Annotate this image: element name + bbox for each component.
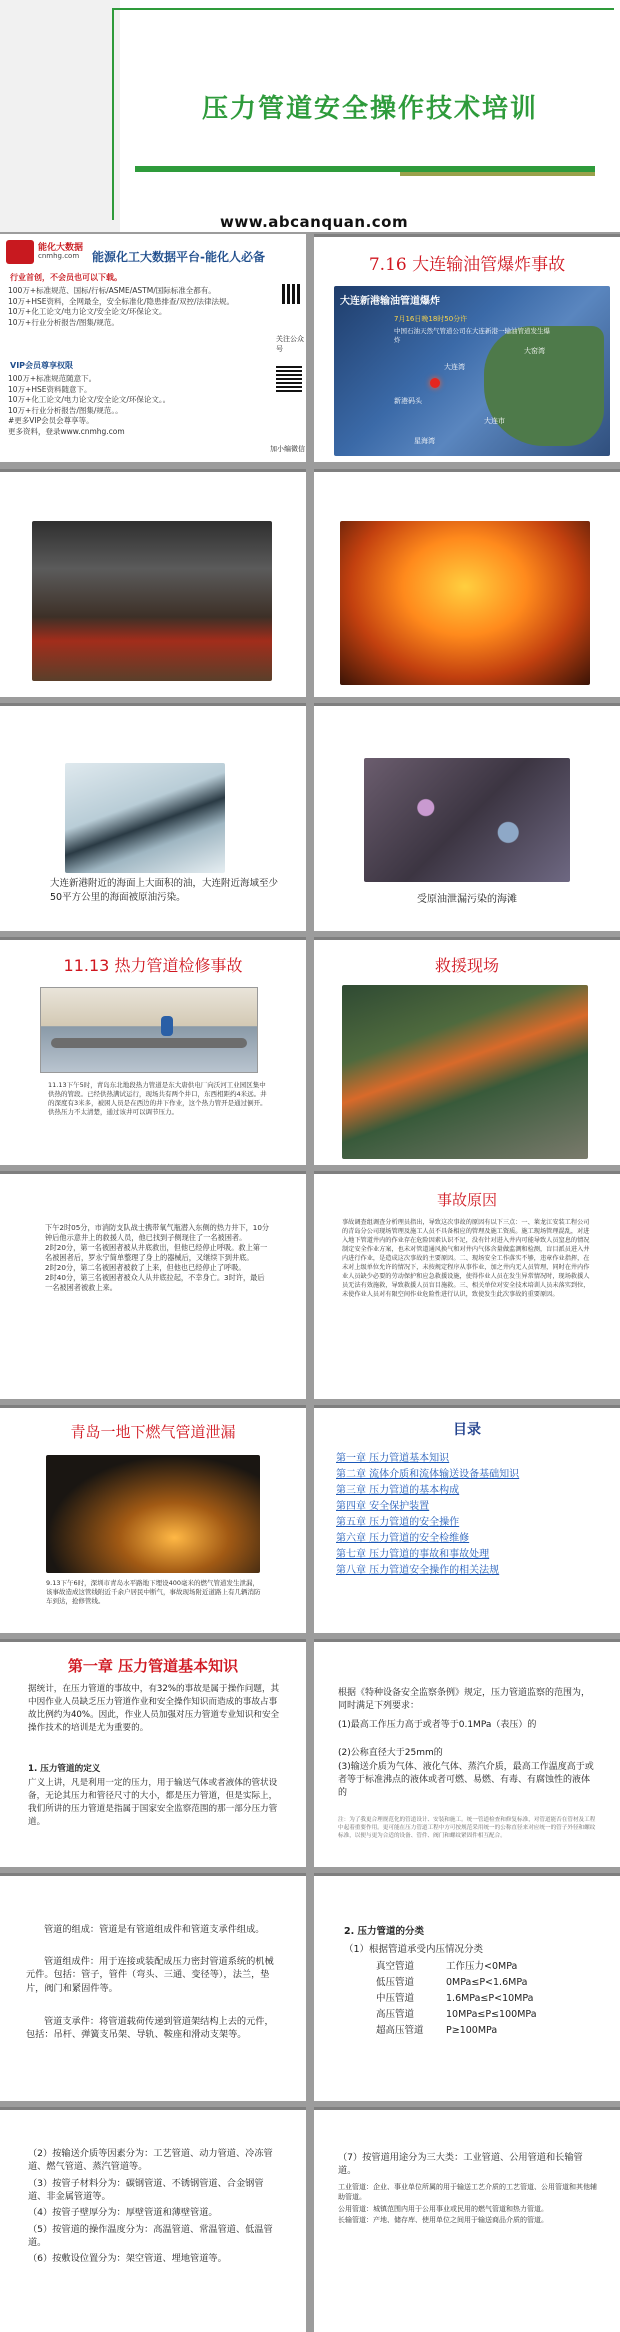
ad-bullet: 10万+行业分析报告/图集/规范。。 [8,405,123,415]
slide-top-bar [314,703,620,706]
usage-item: 长输管道：产地、储存库、使用单位之间用于输送商品介质的管道。 [338,2216,548,2225]
rescue-photo [342,985,588,1159]
regulation-note: 注：为了我更合理规范化的管道设计、安装和施工。统一管道检查和修复标准，对管道能否在管材及工程中起着重要作用。更可能在压力管道工程中方可按规范采用统一的公称直径来对应统一的管子外径和螺纹标准，以便与更为合适的设备、管件、阀门和螺纹紧固件相互配合。 [338,1817,596,1839]
fire-photo-slide [0,469,306,697]
classify-name: 真空管道 [376,1961,415,1972]
qingdao-slide [0,1405,306,1633]
more-classify-item: （5）按管道的操作温度分为：高温管道、常温管道、低温管道。 [28,2223,273,2249]
slide-top-bar [314,469,620,472]
classify-slide [314,1873,620,2101]
cause-text: 事故调查组调查分析理员指出，导致这次事故的原因有以下三点：一、莱龙江安装工程公司的青岛分公司现场管理及施工人员不具备相应的管理及施工资质。施工现场管理混乱，对进入地下管道井内的作业存在危险因素认识不足，没有针对进入井内可能导致人员窒息的情况制定安全作业方案，也未对管道通风换气和对井内气体含量做监测和检测，盲目派员进入井内进行作业，是造成这次事故的主要原因。二、现场安全工作落实不够，违章作业指挥，在未对上级单位允许的情况下，未按规定程序从事作业，加之井内无人员管理，同时在井内作业人员缺少必要的劳动保护和应急救援设施，使得作业人员在发生异常情况时，现场救援人员无法有效施救，导致救援人员盲目施救。三、相关单位对安全技术培训人员未落实到位，未使作业人员对有限空间作业危险性进行认识，致使发生此次事故的重要原因。 [342,1219,590,1298]
toc-item[interactable]: 第二章 流体介质和流体输送设备基础知识 [336,1469,520,1480]
toc-title: 目录 [453,1422,481,1438]
more-classify-slide [0,2107,306,2332]
slide-title: 11.13 热力管道检修事故 [63,956,243,975]
toc-item[interactable]: 第三章 压力管道的基本构成 [336,1485,460,1496]
toc-item[interactable]: 第七章 压力管道的事故和事故处理 [336,1549,490,1560]
oil-beach-photo [364,758,570,882]
more-classify-item: （4）按管子壁厚分为：厚壁管道和薄壁管道。 [28,2207,218,2219]
classify-range: 10MPa≤P≤100MPa [446,2009,537,2020]
qr-code-icon [282,284,302,304]
classify-title: 2. 压力管道的分类 [344,1926,425,1937]
classify-row [376,2007,586,2023]
classify-subtitle: （1）根据管道承受内压情况分类 [344,1944,484,1955]
map-label: 大连市 [484,417,505,425]
brand-logo-icon [6,240,34,264]
toc-item[interactable]: 第一章 压力管道基本知识 [336,1453,450,1464]
oil-sea-caption: 大连新港附近的海面上大面积的油，大连附近海域至少50平方公里的海面被原油污染。 [50,878,279,903]
add-wechat-label: 加小编微信 [270,445,305,453]
slide-top-bar [0,1639,306,1642]
toc-item[interactable]: 第五章 压力管道的安全操作 [336,1517,460,1528]
slide-top-bar [314,1873,620,1876]
more-classify-list [28,2147,280,2269]
slide-title: 青岛一地下燃气管道泄漏 [70,1423,236,1441]
cover-url: www.abcanquan.com [220,213,409,231]
composition-text: 管道支承件：将管道载荷传递到管道架结构上去的元件，包括：吊杆、弹簧支吊架、导轨、鞍座和滑动支架等。 [26,2016,274,2041]
map-image [334,286,610,456]
classify-row [376,1959,586,1975]
usage-title: （7）按管道用途分为三大类：工业管道、公用管道和长输管道。 [338,2152,583,2177]
rescue-slide [314,937,620,1165]
slide-top-bar [0,2107,306,2110]
oil-beach-slide [314,703,620,931]
chapter-title: 第一章 压力管道基本知识 [67,1657,239,1675]
slide-top-bar [0,1405,306,1408]
regulation-item: (1)最高工作压力高于或者等于0.1MPa（表压）的 [338,1720,537,1730]
ad-more-line2[interactable]: 更多资料，登录www.cnmhg.com [8,426,125,436]
slide-top-bar [314,937,620,940]
dalian-slide [314,234,620,462]
slide-top-bar [0,703,306,706]
ad-bullet: 10万+HSE资料随意下。 [8,384,92,394]
toc-item[interactable]: 第六章 压力管道的安全检维修 [336,1533,470,1544]
slide-title: 救援现场 [434,956,499,975]
oil-beach-caption: 受原油泄漏污染的海滩 [417,894,517,905]
ad-section1-title: 行业首创，不会员也可以下载。 [10,273,122,282]
composition-text: 管道的组成：管道是有管道组成件和管道支承件组成。 [44,1924,265,1935]
map-land [484,326,604,446]
classify-name: 超高压管道 [376,2025,424,2036]
map-title: 大连新港输油管道爆炸 [340,296,440,307]
ad-more-line: #更多VIP会员会尊享等。 [8,416,94,425]
classify-name: 低压管道 [376,1977,415,1988]
brand-name: 能化大数据 [38,243,84,253]
toc-item[interactable]: 第八章 压力管道安全操作的相关法规 [336,1565,500,1576]
fire-scene-photo [32,521,272,681]
usage-list [338,2183,600,2228]
map-label: 星海湾 [414,437,435,445]
qingdao-caption: 9.13下午6时，深圳市青岛水平路地下埋设400毫米的燃气管道发生泄漏，该事故造成这管线附近千余户居民中断气，事故现场附近道路上有几辆消防车到达，抢修管线。 [46,1579,261,1606]
slide-title: 事故原因 [436,1191,497,1209]
slide-top-bar [314,1639,620,1642]
ad-bullet: 10万+化工论文/电力论文/安全论文/环保论文。 [8,307,167,316]
classify-range: 0MPa≤P<1.6MPa [446,1977,528,1988]
cover-left-band [0,0,120,232]
ad-bullet: 10万+化工论文/电力论文/安全论文/环保论文。。 [8,395,171,404]
firefighter-photo [340,521,590,685]
qingdao-night-photo [46,1455,260,1573]
classify-range: 1.6MPa≤P<10MPa [446,1993,534,2004]
slide-top-bar [0,1171,306,1174]
map-note: 中国石油天然气管道公司在大连新港一输油管道发生爆炸 [394,327,550,344]
usage-slide [314,2107,620,2332]
slide-top-bar [314,1405,620,1408]
toc-item[interactable]: 第四章 安全保护装置 [336,1501,430,1512]
explosion-marker-icon [430,378,440,388]
brand-domain: cnmhg.com [38,252,80,260]
ad-bullet: 10万+HSE资料，全网最全，安全标准化/隐患排查/双控/法律法规。 [8,296,235,306]
regulation-item: (2)公称直径大于25mm的 [338,1748,443,1758]
regulation-item: (3)输送介质为气体、液化气体、蒸汽介质，最高工作温度高于或者等于标准沸点的液体或者可燃、易燃、有毒、有腐蚀性的液体的 [338,1762,594,1799]
case-slide [0,937,306,1165]
composition-slide [0,1873,306,2101]
fire-photo-slide [314,469,620,697]
slide-top-bar [0,469,306,472]
pipe-shape [51,1038,247,1048]
ad-bullets1 [8,286,266,328]
qr-code-icon [276,366,302,392]
map-label: 大窑湾 [524,347,545,355]
oil-sea-slide [0,703,306,931]
more-classify-item: （6）按敷设位置分为：架空管道、埋地管道等。 [28,2253,227,2265]
ad-slide [0,234,306,462]
toc-slide [314,1405,620,1633]
narrative-slide [0,1171,306,1399]
slide-top-bar [0,1873,306,1876]
definition-title: 1. 压力管道的定义 [28,1764,101,1774]
classify-range: P≥100MPa [446,2025,498,2036]
narrative-text: 下午2时05分，市消防支队战士携带氧气瓶潜入东侧的热力井下，10分钟后他示意井上的救援人员，他已找到子侧现住了一名被困者。 2时20分，第一名被困者被从井底救出，但他已经停止呼吸。救上第一名被困者后，罗永宁简单整理了身上的器械后，又继续下到井底。 2时20分，第二名被困者被救了上来，但他也已经停止了呼吸。 2时40分，第三名被困者被众人从井底拉起，不幸身亡。3时许，最后一名被困者被救上来。 [45,1223,270,1293]
cover-slide [0,0,620,232]
ad-bullet: 10万+行业分析报告/图集/规范。 [8,317,119,327]
follow-label: 关注公众号 [276,335,304,353]
regulation-slide [314,1639,620,1867]
classify-row [376,2023,586,2039]
ad-bullets2 [8,374,258,437]
slide-top-bar [314,2107,620,2110]
more-classify-item: （2）按输送介质等因素分为：工艺管道、动力管道、冷冻管道、燃气管道、蒸汽管道等。 [28,2148,273,2173]
case-caption: 11.13下午5时，青岛东北地段热力管道是东大唐供电厂向沃河工业园区集中供热的管段。已经供热满试运行，现场共有两个井口，东西相距约4米远。井的深度有3米多，被困人员是在西边的井下作业，这个热力管开是通过倒开。供热压力不太清楚，通过该井可以调节压力。 [48,1081,267,1117]
cover-olive-bar [400,172,595,176]
slide-top-bar [0,937,306,940]
slide-title: 7.16 大连输油管爆炸事故 [368,255,566,275]
slide-top-bar [314,1171,620,1174]
map-label: 大连湾 [444,363,465,371]
cover-title: 压力管道安全操作技术培训 [201,94,538,124]
definition-text: 广义上讲，凡是利用一定的压力，用于输送气体或者液体的管状设备，无论其压力和管径尺寸的大小，都是压力管道，但是实际上，我们所讲的压力管道是指属于国家安全监察范围的那一部分压力管道。 [28,1778,278,1827]
regulation-text: 根据《特种设备安全监察条例》规定，压力管道监察的范围为，同时满足下列要求： [338,1688,591,1712]
ad-section2-title: VIP会员尊享权限 [10,361,74,370]
map-label: 新港码头 [394,397,422,405]
composition-text: 管道组成件：用于连接或装配成压力密封管道系统的机械元件。包括：管子，管件（弯头、三通、变径等），法兰，垫片，阀门和紧固件等。 [26,1956,274,1994]
ad-bullet: 100万+标准规范、国标/行标/ASME/ASTM/国际标准全都有。 [8,286,216,295]
more-classify-item: （3）按管子材料分为：碳钢管道、不锈钢管道、合金钢管道、非金属管道等。 [28,2177,264,2203]
ad-headline: 能源化工大数据平台-能化人必备 [92,250,265,264]
pipe-diagram [40,987,258,1073]
chapter-intro: 据统计，在压力管道的事故中，有32%的事故是属于操作问题，其中因作业人员缺乏压力管道作业和安全操作知识而造成的事故占事故比例约为40%。因此，作业人员加强对压力管道专业知识和安全操作技术的培训是尤为重要的。 [28,1684,280,1733]
usage-item: 工业管道：企业、事业单位所属的用于输送工艺介质的工艺管道、公用管道和其他辅助管道。 [338,2183,597,2201]
toc-list [336,1451,606,1579]
classify-row [376,1991,586,2007]
ad-bullet: 100万+标准规范随意下。 [8,374,97,383]
classify-table [376,1959,586,2039]
worker-figure-icon [161,1016,173,1036]
cause-slide [314,1171,620,1399]
map-note: 7月16日晚18时50分许 [394,315,468,323]
classify-row [376,1975,586,1991]
classify-name: 中压管道 [376,1993,415,2004]
slide-top-bar [314,234,620,237]
chapter1-slide [0,1639,306,1867]
classify-name: 高压管道 [376,2009,415,2020]
classify-range: 工作压力<0MPa [446,1961,518,1972]
oil-sea-photo [65,763,225,873]
usage-item: 公用管道：城镇范围内用于公用事业或民用的燃气管道和热力管道。 [338,2204,548,2213]
